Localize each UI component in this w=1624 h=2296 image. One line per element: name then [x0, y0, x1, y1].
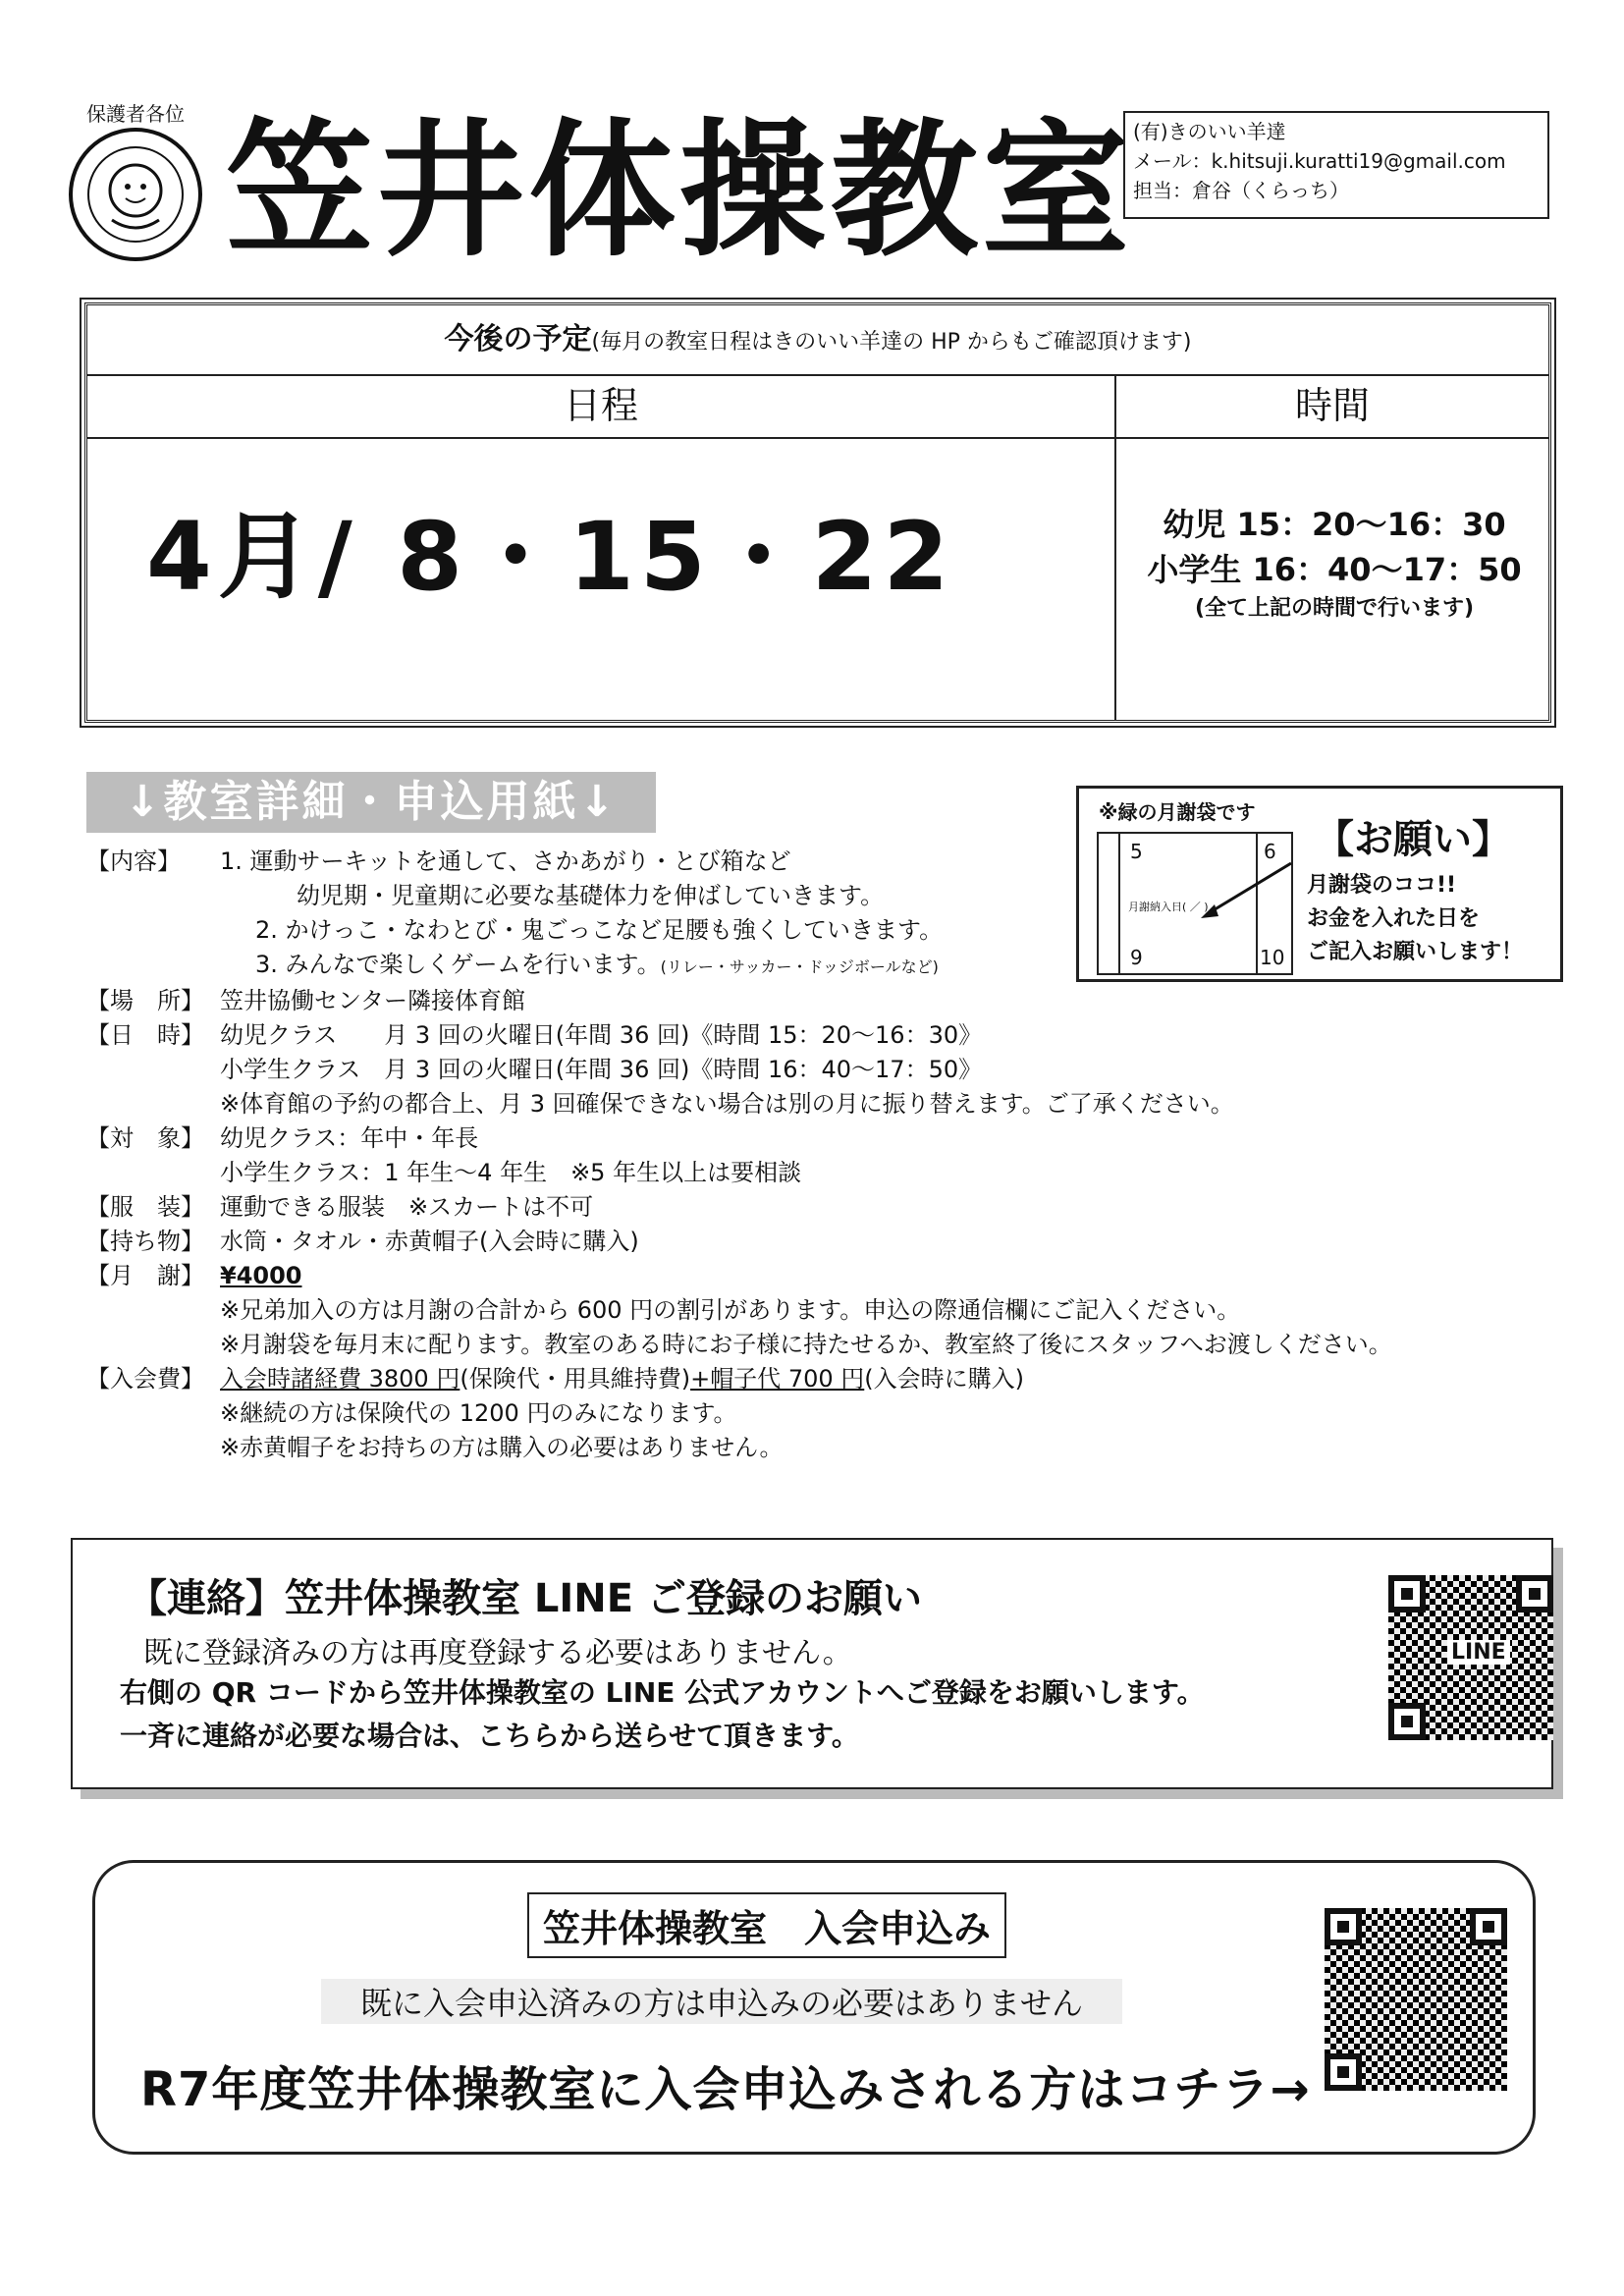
detail-value: ※兄弟加入の方は月謝の合計から 600 円の割引があります。申込の際通信欄にご記入ください。	[220, 1296, 1241, 1324]
enrollment-box	[92, 1860, 1536, 2155]
join-fee-row	[220, 1362, 1024, 1396]
envelope-number: 6	[1264, 840, 1276, 863]
schedule-col-time: 時間	[1116, 374, 1548, 439]
request-line: お金を入れた日を	[1307, 906, 1481, 931]
details-banner: ↓教室詳細・申込用紙↓	[86, 772, 656, 833]
qr-finder	[1388, 1575, 1426, 1613]
detail-label: 【内容】	[86, 847, 181, 875]
detail-value: 運動できる服装 ※スカートは不可	[220, 1193, 594, 1221]
envelope-date-label: 月謝納入日( ／ )	[1128, 901, 1209, 913]
contact-org: (有)きのいい羊達	[1133, 120, 1286, 143]
detail-value: 小学生クラス 月 3 回の火曜日(年間 36 回)《時間 16：40～17：50》	[220, 1056, 983, 1083]
join-fee-b: (保険代・用具維持費)	[460, 1365, 691, 1393]
qr-finder	[1325, 2053, 1362, 2091]
schedule-heading-note: (毎月の教室日程はきのいい羊達の HP からもご確認頂けます)	[591, 330, 1192, 355]
detail-value: 2. かけっこ・なわとび・鬼ごっこなど足腰も強くしていきます。	[255, 916, 944, 944]
join-fee-d: (入会時に購入)	[864, 1365, 1024, 1393]
contact-staff: 担当：倉谷（くらっち）	[1133, 179, 1349, 202]
detail-label: 【場 所】	[86, 987, 204, 1014]
schedule-heading	[87, 305, 1548, 376]
detail-value: 小学生クラス：1 年生～4 年生 ※5 年生以上は要相談	[220, 1159, 802, 1186]
schedule-col-date: 日程	[87, 374, 1114, 439]
qr-finder	[1325, 1908, 1362, 1945]
enrollment-title: 笠井体操教室 入会申込み	[527, 1892, 1006, 1958]
time-kids: 幼児 15：20～16：30	[1163, 506, 1506, 543]
schedule-times	[1118, 502, 1550, 626]
detail-label: 【入会費】	[86, 1365, 204, 1393]
detail-value: ※月謝袋を毎月末に配ります。教室のある時にお子様に持たせるか、教室終了後にスタッフへお渡しください。	[220, 1331, 1392, 1358]
detail-label: 【対 象】	[86, 1124, 204, 1152]
request-title: 【お願い】	[1315, 817, 1511, 862]
qr-line-label: LINE	[1447, 1640, 1510, 1665]
detail-value: 水筒・タオル・赤黄帽子(入会時に購入)	[220, 1228, 639, 1255]
club-logo	[67, 126, 204, 263]
time-elementary: 小学生 16：40～17：50	[1147, 551, 1522, 588]
detail-value: 幼児クラス：年中・年長	[220, 1124, 479, 1152]
envelope-number: 10	[1260, 946, 1285, 969]
detail-label: 【月 謝】	[86, 1262, 204, 1289]
detail-value: 幼児期・児童期に必要な基礎体力を伸ばしていきます。	[297, 882, 885, 909]
schedule-table	[84, 302, 1551, 723]
detail-value: 3. みんなで楽しくゲームを行います。	[255, 951, 661, 978]
request-caption: ※緑の月謝袋です	[1099, 800, 1256, 824]
detail-label: 【日 時】	[86, 1021, 204, 1049]
join-fee-a: 入会時諸経費 3800 円	[220, 1365, 460, 1393]
enrollment-cta[interactable]: R7年度笠井体操教室に入会申込みされる方はコチラ→	[140, 2062, 1311, 2117]
envelope-number: 5	[1130, 840, 1143, 863]
schedule-dates: 4月/ 8・15・22	[146, 502, 955, 612]
request-line: 月謝袋のココ!!	[1307, 873, 1457, 898]
envelope-number: 9	[1130, 946, 1143, 969]
line-body: 一斉に連絡が必要な場合は、こちらから送らせて頂きます。	[120, 1720, 859, 1752]
recipient-label: 保護者各位	[86, 102, 185, 126]
request-line: ご記入お願いします！	[1307, 940, 1524, 964]
enrollment-qr-code[interactable]	[1325, 1908, 1507, 2091]
qr-finder	[1470, 1908, 1507, 1945]
schedule-heading-title: 今後の予定	[444, 322, 592, 356]
details-list	[86, 845, 1559, 1465]
detail-label: 【持ち物】	[86, 1228, 204, 1255]
join-fee-c: +帽子代 700 円	[690, 1365, 865, 1393]
contact-box	[1123, 111, 1549, 219]
time-note: (全て上記の時間で行います)	[1194, 596, 1475, 621]
detail-label: 【服 装】	[86, 1193, 204, 1221]
detail-value: ※赤黄帽子をお持ちの方は購入の必要はありません。	[220, 1434, 784, 1461]
schedule-divider	[1114, 374, 1116, 720]
detail-value: ※体育館の予約の都合上、月 3 回確保できない場合は別の月に振り替えます。ご了承ください。	[220, 1090, 1234, 1118]
detail-value-row	[86, 948, 1559, 984]
line-body: 右側の QR コードから笠井体操教室の LINE 公式アカウントへご登録をお願いします。	[120, 1676, 1205, 1709]
detail-value: 1. 運動サーキットを通して、さかあがり・とび箱など	[220, 847, 791, 875]
detail-value: ※継続の方は保険代の 1200 円のみになります。	[220, 1399, 737, 1427]
line-title: 【連絡】笠井体操教室 LINE ご登録のお願い	[128, 1576, 923, 1621]
detail-value: 幼児クラス 月 3 回の火曜日(年間 36 回)《時間 15：20～16：30》	[220, 1021, 983, 1049]
detail-note: (リレー・サッカー・ドッジボールなど)	[660, 957, 939, 976]
enrollment-note: 既に入会申込済みの方は申込みの必要はありません	[321, 1979, 1122, 2024]
line-registration-box	[71, 1538, 1553, 1789]
detail-value: 笠井協働センター隣接体育館	[220, 987, 526, 1014]
fee-value: ¥4000	[220, 1262, 302, 1289]
qr-finder	[1388, 1703, 1426, 1740]
line-qr-code[interactable]	[1388, 1575, 1553, 1740]
contact-email: メール：k.hitsuji.kuratti19@gmail.com	[1133, 149, 1506, 173]
qr-finder	[1516, 1575, 1553, 1613]
line-subtext: 既に登録済みの方は再度登録する必要はありません。	[143, 1636, 852, 1670]
page-title: 笠井体操教室	[226, 106, 1134, 277]
